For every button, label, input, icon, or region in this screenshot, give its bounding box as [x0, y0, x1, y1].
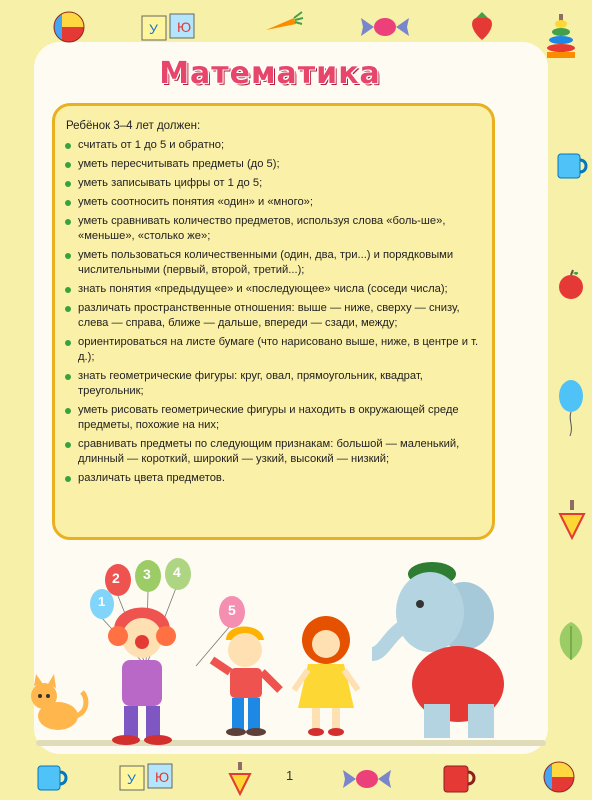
list-item: уметь пользоваться количественными (один, два, три...) и порядковыми числительными (первый, второй, третий...); [64, 248, 484, 278]
balloon-icon [556, 378, 586, 438]
girl-icon [288, 614, 364, 740]
balloon-number-1: 1 [98, 594, 106, 609]
balloon-number-5: 5 [228, 602, 236, 618]
spinning-top-icon [558, 500, 586, 540]
strawberry-icon [468, 10, 496, 42]
pyramid-toy-icon [544, 14, 578, 62]
elephant-icon [368, 554, 528, 744]
intro-text: Ребёнок 3–4 лет должен: [66, 120, 201, 132]
requirements-list [64, 138, 484, 490]
balloon-number-4: 4 [173, 564, 181, 580]
ball-icon [542, 760, 576, 794]
svg-text:У: У [127, 771, 136, 787]
list-item: уметь сравнивать количество предметов, используя слова «боль-ше», «меньше», «столько же»; [64, 214, 484, 244]
list-item: считать от 1 до 5 и обратно; [64, 138, 484, 153]
list-item: ориентироваться на листе бумаге (что нарисовано выше, ниже, в центре и т. д.); [64, 335, 484, 365]
clown-icon [104, 600, 180, 746]
list-item: знать геометрические фигуры: круг, овал, прямоугольник, квадрат, треугольник; [64, 369, 484, 399]
blocks-icon [118, 762, 176, 794]
candy-icon [340, 766, 394, 792]
list-item: различать цвета предметов. [64, 471, 484, 486]
svg-text:У: У [149, 21, 158, 37]
page-number: 1 [286, 768, 294, 783]
list-item: уметь записывать цифры от 1 до 5; [64, 176, 484, 191]
cup-icon [36, 762, 70, 794]
candy-icon [358, 14, 412, 40]
carrot-icon [262, 10, 304, 36]
list-item: сравнивать предметы по следующим признакам: большой — маленький, длинный — короткий, широкий — узкий, высокий — низкий; [64, 437, 484, 467]
apple-icon [556, 268, 586, 300]
cup-icon [442, 762, 478, 796]
boy-icon [206, 620, 286, 740]
list-item: уметь соотносить понятия «один» и «много»; [64, 195, 484, 210]
list-item: различать пространственные отношения: выше — ниже, сверху — снизу, слева — справа, ближе — дальше, впереди — сзади, между; [64, 301, 484, 331]
balloon-number-2: 2 [112, 570, 120, 586]
svg-text:Ю: Ю [155, 769, 170, 785]
list-item: уметь рисовать геометрические фигуры и находить в окружающей среде предметы, похожие на них; [64, 403, 484, 433]
balloon-number-3: 3 [143, 566, 151, 582]
cup-icon [556, 150, 590, 182]
list-item: уметь пересчитывать предметы (до 5); [64, 157, 484, 172]
spinning-top-icon [228, 762, 252, 796]
svg-text:Ю: Ю [177, 19, 192, 35]
cat-icon [26, 672, 92, 734]
leaf-icon [556, 620, 586, 662]
list-item: знать понятия «предыдущее» и «последующее» числа (соседи числа); [64, 282, 484, 297]
ball-icon [52, 10, 86, 44]
blocks-icon [140, 12, 198, 44]
page-title: Математика [159, 56, 381, 91]
